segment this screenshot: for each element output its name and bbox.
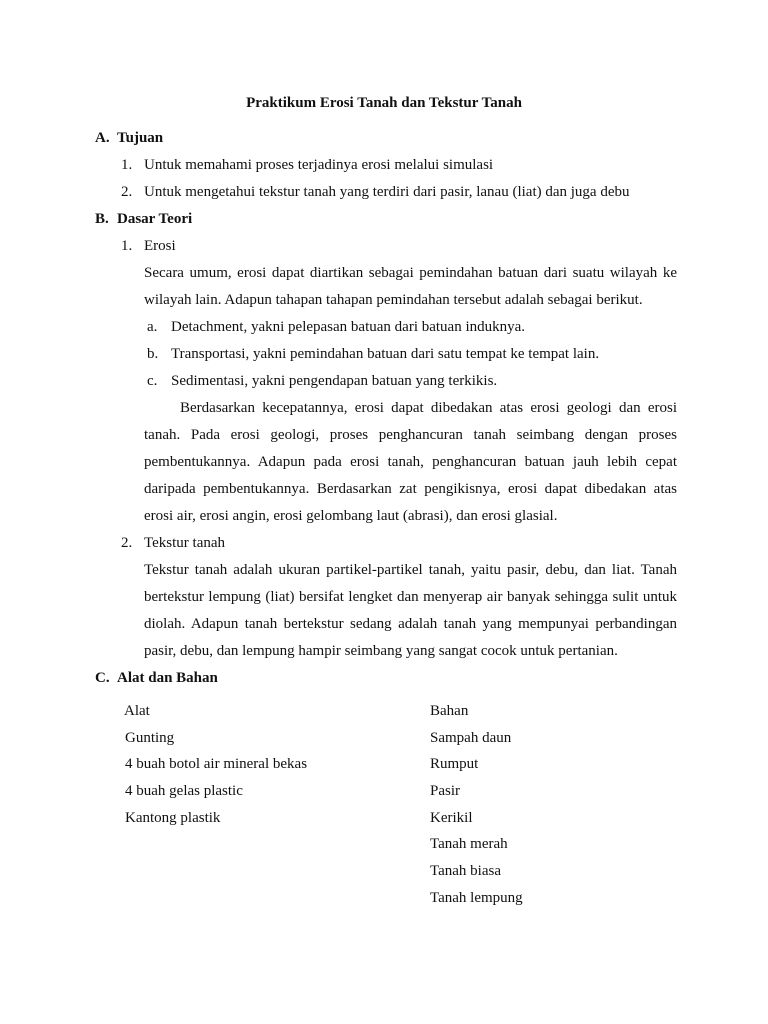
stage-item <box>0 341 768 368</box>
list-number: 2. <box>121 184 133 200</box>
section-title: Tujuan <box>117 130 164 146</box>
paragraph-line <box>0 557 768 584</box>
paragraph-text: wilayah lain. Adapun tahapan tahapan pemindahan tersebut adalah sebagai berikut. <box>144 292 643 308</box>
paragraph-text: daripada pembentukannya. Berdasarkan zat pengikisnya, erosi dapat dibedakan atas <box>144 481 677 497</box>
table-cell: Kantong plastik <box>125 809 221 826</box>
paragraph-text: tanah. Pada erosi geologi, proses penghancuran tanah seimbang dengan proses <box>144 427 677 443</box>
list-text: Untuk memahami proses terjadinya erosi melalui simulasi <box>144 157 494 173</box>
table-cell: Gunting <box>125 729 175 746</box>
subsection-title: Tekstur tanah <box>144 535 226 551</box>
paragraph-line <box>0 503 768 530</box>
list-item <box>0 179 768 206</box>
paragraph-line <box>0 260 768 287</box>
section-title: Dasar Teori <box>117 211 193 227</box>
alat-column <box>125 698 307 831</box>
stage-letter: b. <box>147 346 159 362</box>
table-cell: Kerikil <box>430 809 473 826</box>
section-title: Alat dan Bahan <box>117 670 218 686</box>
subsection-tekstur-heading <box>0 530 768 557</box>
paragraph-line <box>0 611 768 638</box>
subsection-erosi-heading <box>0 233 768 260</box>
table-cell: Pasir <box>430 783 460 800</box>
paragraph-text: erosi air, erosi angin, erosi gelombang laut (abrasi), dan erosi glasial. <box>144 508 558 524</box>
table-cell: Tanah lempung <box>430 889 523 906</box>
paragraph-text: bertekstur lempung (liat) bersifat lengket dan menyerap air banyak sehingga sulit untuk <box>144 589 677 605</box>
section-letter: A. <box>95 130 110 146</box>
list-text: Untuk mengetahui tekstur tanah yang terdiri dari pasir, lanau (liat) dan juga debu <box>144 184 630 200</box>
paragraph-text: pasir, debu, dan lempung hampir seimbang yang sangat cocok untuk pertanian. <box>144 643 618 659</box>
list-item <box>0 152 768 179</box>
table-cell: Sampah daun <box>430 729 512 746</box>
section-b-heading <box>0 206 768 233</box>
paragraph-text: diolah. Adapun tanah bertekstur sedang adalah tanah yang mempunyai perbandingan <box>144 616 677 632</box>
stage-text: Sedimentasi, yakni pengendapan batuan yang terkikis. <box>171 373 498 389</box>
stage-item <box>0 314 768 341</box>
table-cell: Tanah biasa <box>430 863 502 880</box>
list-number: 2. <box>121 535 133 551</box>
paragraph-line <box>0 287 768 314</box>
document-body <box>0 125 768 692</box>
column-header: Bahan <box>430 703 469 719</box>
list-number: 1. <box>121 157 133 173</box>
table-cell: Rumput <box>430 756 479 773</box>
section-a-heading <box>0 125 768 152</box>
section-letter: C. <box>95 670 110 686</box>
list-number: 1. <box>121 238 133 254</box>
bahan-column <box>430 698 523 912</box>
paragraph-line <box>0 449 768 476</box>
stage-text: Detachment, yakni pelepasan batuan dari batuan induknya. <box>171 319 526 335</box>
table-cell: 4 buah gelas plastic <box>125 783 243 800</box>
paragraph-line <box>0 395 768 422</box>
paragraph-line <box>0 422 768 449</box>
stage-item <box>0 368 768 395</box>
paragraph-line <box>0 584 768 611</box>
stage-text: Transportasi, yakni pemindahan batuan dari satu tempat ke tempat lain. <box>171 346 600 362</box>
paragraph-line <box>0 638 768 665</box>
subsection-title: Erosi <box>144 238 176 254</box>
stage-letter: a. <box>147 319 158 335</box>
section-letter: B. <box>95 211 109 227</box>
column-header: Alat <box>124 703 150 719</box>
section-c-heading <box>0 665 768 692</box>
stage-letter: c. <box>147 373 158 389</box>
paragraph-text: Berdasarkan kecepatannya, erosi dapat dibedakan atas erosi geologi dan erosi <box>180 400 677 416</box>
paragraph-text: Tekstur tanah adalah ukuran partikel-partikel tanah, yaitu pasir, debu, dan liat. Tanah <box>144 562 677 578</box>
paragraph-line <box>0 476 768 503</box>
table-cell: Tanah merah <box>430 836 508 853</box>
paragraph-text: pembentukannya. Adapun pada erosi tanah, penghancuran batuan jauh lebih cepat <box>144 454 677 470</box>
table-cell: 4 buah botol air mineral bekas <box>125 756 308 773</box>
document-title: Praktikum Erosi Tanah dan Tekstur Tanah <box>246 95 522 111</box>
paragraph-text: Secara umum, erosi dapat diartikan sebagai pemindahan batuan dari suatu wilayah ke <box>144 265 677 281</box>
